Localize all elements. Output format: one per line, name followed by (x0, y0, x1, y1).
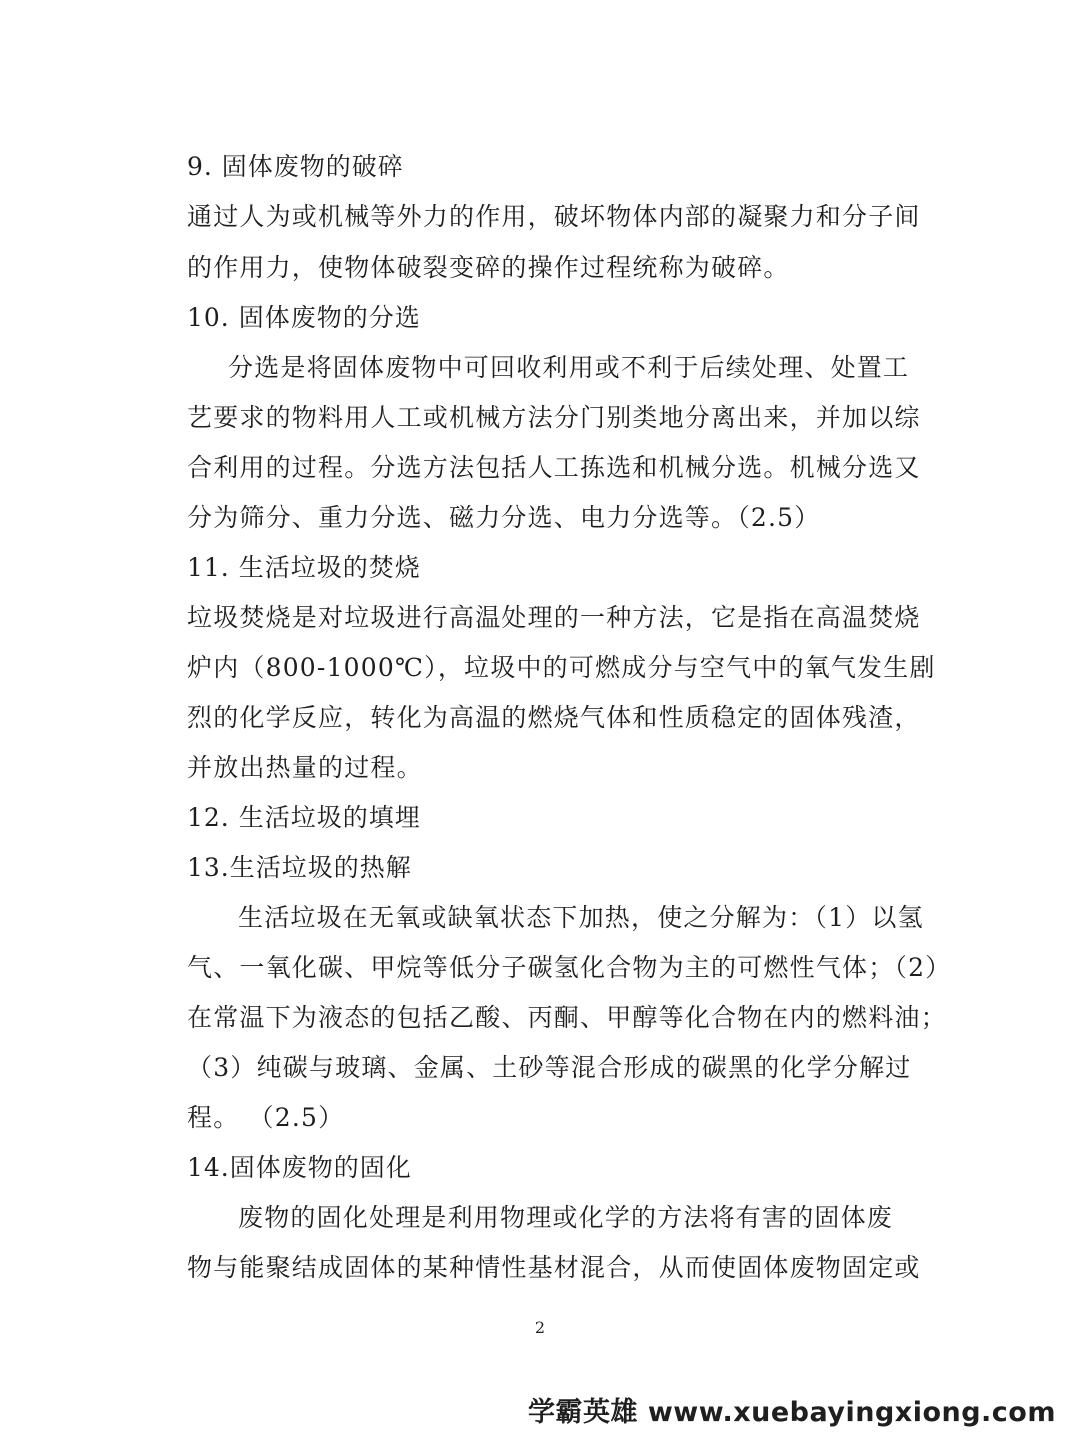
paragraph-line: 物与能聚结成固体的某种情性基材混合，从而使固体废物固定或 (187, 1253, 921, 1282)
page-number: 2 (534, 1318, 546, 1337)
paragraph-line: 气、一氧化碳、甲烷等低分子碳氢化合物为主的可燃性气体；（2） (187, 953, 952, 982)
heading-11: 11. 生活垃圾的焚烧 (187, 553, 421, 582)
paragraph-line: （3）纯碳与玻璃、金属、土砂等混合形成的碳黑的化学分解过 (187, 1053, 912, 1082)
heading-12: 12. 生活垃圾的填埋 (187, 803, 421, 832)
paragraph-line: 并放出热量的过程。 (187, 753, 423, 782)
paragraph-line: 艺要求的物料用人工或机械方法分门别类地分离出来，并加以综 (187, 403, 921, 432)
paragraph-line: 的作用力，使物体破裂变碎的操作过程统称为破碎。 (187, 253, 790, 282)
paragraph-line: 在常温下为液态的包括乙酸、丙酮、甲醇等化合物在内的燃料油； (187, 1003, 947, 1032)
watermark-text: 学霸英雄 www.xuebayingxiong.com (527, 1397, 1056, 1428)
heading-14: 14.固体废物的固化 (187, 1153, 412, 1182)
paragraph-line: 废物的固化处理是利用物理或化学的方法将有害的固体废 (238, 1203, 894, 1232)
paragraph-line: 分为筛分、重力分选、磁力分选、电力分选等。（2.5） (187, 503, 821, 532)
paragraph-line: 烈的化学反应，转化为高温的燃烧气体和性质稳定的固体残渣， (187, 703, 921, 732)
paragraph-line: 分选是将固体废物中可回收利用或不利于后续处理、处置工 (228, 353, 910, 382)
heading-9: 9. 固体废物的破碎 (187, 152, 404, 181)
paragraph-line: 合利用的过程。分选方法包括人工拣选和机械分选。机械分选又 (187, 453, 921, 482)
heading-13: 13.生活垃圾的热解 (187, 853, 412, 882)
paragraph-line: 通过人为或机械等外力的作用，破坏物体内部的凝聚力和分子间 (187, 202, 921, 231)
paragraph-line: 生活垃圾在无氧或缺氧状态下加热，使之分解为：（1）以氢 (238, 903, 924, 932)
paragraph-line: 程。 （2.5） (187, 1103, 345, 1132)
heading-10: 10. 固体废物的分选 (187, 303, 421, 332)
paragraph-line: 垃圾焚烧是对垃圾进行高温处理的一种方法，它是指在高温焚烧 (187, 603, 921, 632)
paragraph-line: 炉内（800-1000℃），垃圾中的可燃成分与空气中的氧气发生剧 (187, 653, 936, 682)
